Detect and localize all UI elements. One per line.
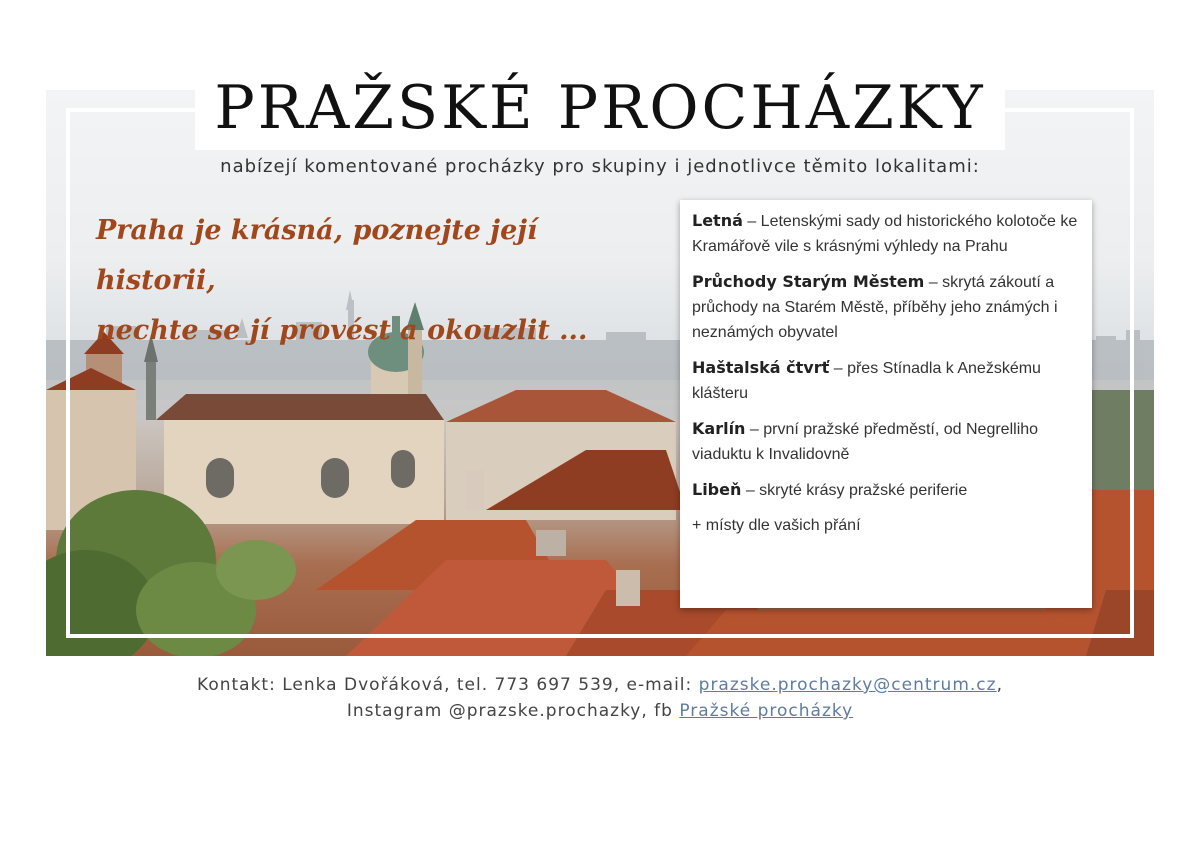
locations-card	[680, 200, 1092, 608]
location-name: Haštalská čtvrť	[692, 358, 830, 377]
page-title: PRAŽSKÉ PROCHÁZKY	[214, 73, 986, 143]
contact-details: Kontakt: Lenka Dvořáková, tel. 773 697 539, e-mail:	[197, 675, 699, 695]
slogan	[96, 206, 656, 356]
location-item	[692, 477, 1082, 503]
location-description: – skryté krásy pražské periferie	[741, 482, 968, 499]
location-description: – Letenskými sady od historického kolotoče ke Kramářově vile s krásnými výhledy na Prahu	[692, 213, 1078, 255]
facebook-link[interactable]: Pražské procházky	[679, 701, 854, 721]
slogan-line-2: nechte se jí provést a okouzlit ...	[96, 315, 588, 346]
social-details: Instagram @prazske.prochazky, fb	[346, 701, 680, 721]
email-link[interactable]: prazske.prochazky@centrum.cz	[698, 675, 997, 695]
location-description: – přes Stínadla k Anežskému klášteru	[692, 360, 1041, 402]
location-name: Letná	[692, 211, 743, 230]
slogan-line-1: Praha je krásná, poznejte její historii,	[96, 215, 538, 296]
location-item	[692, 208, 1082, 259]
contact-line-2	[100, 698, 1100, 724]
location-item	[692, 355, 1082, 406]
contact-info	[100, 672, 1100, 724]
location-name: Karlín	[692, 419, 746, 438]
contact-line-1	[100, 672, 1100, 698]
location-name: Průchody Starým Městem	[692, 272, 925, 291]
location-name: Libeň	[692, 480, 742, 499]
location-item	[692, 416, 1082, 467]
contact-separator: ,	[996, 675, 1003, 695]
subtitle: nabízejí komentované procházky pro skupiny i jednotlivce těmito lokalitami:	[220, 156, 980, 177]
extra-locations-note: + místy dle vašich přání	[692, 517, 861, 534]
location-description: – první pražské předměstí, od Negrelliho viaduktu k Invalidovně	[692, 421, 1039, 463]
location-description: – skrytá zákoutí a průchody na Starém Městě, příběhy jeho známých i neznámých obyvatel	[692, 274, 1058, 341]
location-item	[692, 269, 1082, 345]
